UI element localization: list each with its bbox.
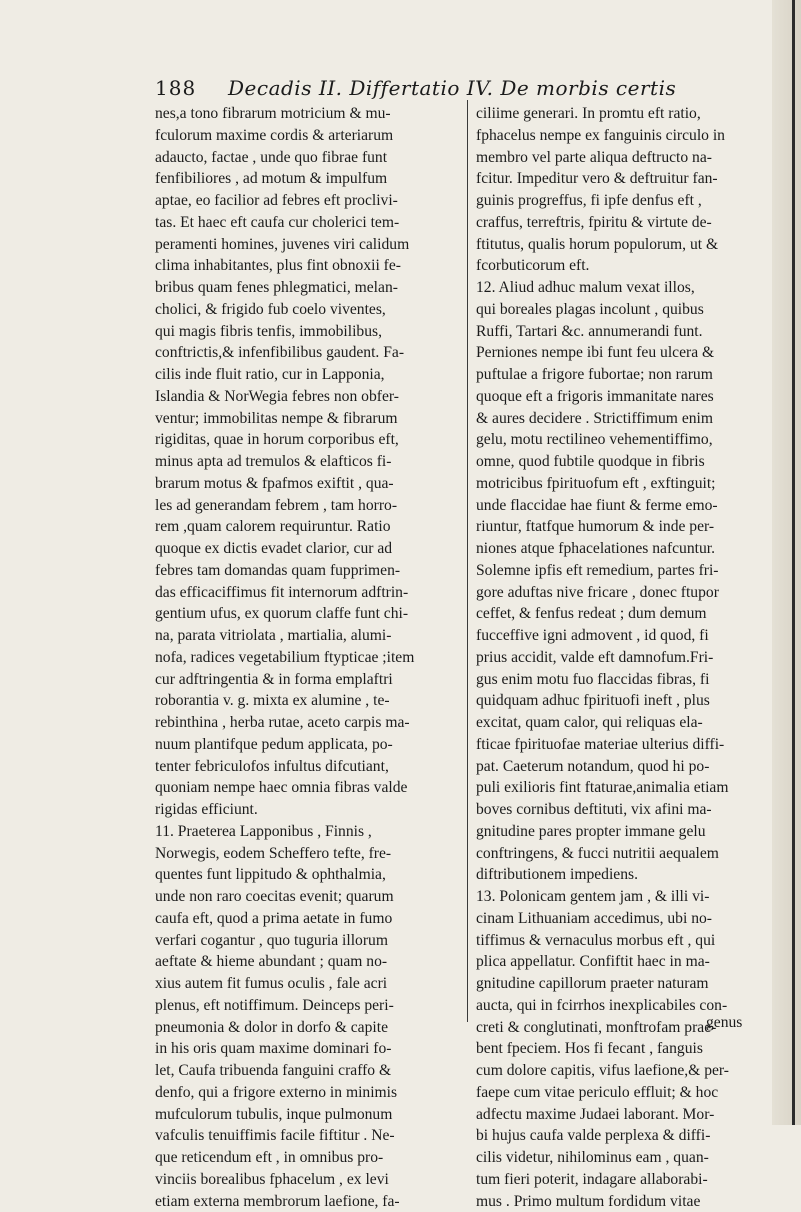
right-column-line: prius accidit, valde eft damnofum.Fri- bbox=[476, 647, 772, 669]
right-column-line: gnitudine pares propter immane gelu bbox=[476, 821, 772, 843]
left-column-line: 11. Praeterea Lapponibus , Finnis , bbox=[155, 821, 461, 843]
left-column-line: in his oris quam maxime dominari fo- bbox=[155, 1038, 461, 1060]
left-column-line: denfo, qui a frigore externo in minimis bbox=[155, 1082, 461, 1104]
left-column-line: rigiditas, quae in horum corporibus eft, bbox=[155, 429, 461, 451]
right-column-line: motricibus fpirituofum eft , exftinguit; bbox=[476, 473, 772, 495]
left-column-line: tenter febriculofos infultus difcutiant, bbox=[155, 756, 461, 778]
right-column-line: ftitutus, qualis horum populorum, ut & bbox=[476, 234, 772, 256]
right-column-line: gore aduftas nive fricare , donec ftupor bbox=[476, 582, 772, 604]
right-column-line: conftringens, & fucci nutritii aequalem bbox=[476, 843, 772, 865]
left-column-line: vinciis borealibus fphacelum , ex levi bbox=[155, 1169, 461, 1191]
right-column-line: omne, quod fubtile quodque in fibris bbox=[476, 451, 772, 473]
left-column-line: quoque ex dictis evadet clarior, cur ad bbox=[155, 538, 461, 560]
left-column-line: mufculorum tubulis, inque pulmonum bbox=[155, 1104, 461, 1126]
right-column-line: quidquam adhuc fpirituofi ineft , plus bbox=[476, 690, 772, 712]
right-column-line: mus . Primo multum fordidum vitae bbox=[476, 1191, 772, 1212]
right-column-line: bi hujus caufa valde perplexa & diffi- bbox=[476, 1125, 772, 1147]
right-column-line: ceffet, & fenfus redeat ; dum demum bbox=[476, 603, 772, 625]
left-column-line: nuum plantifque pedum applicata, po- bbox=[155, 734, 461, 756]
right-column-line: bent fpeciem. Hos fi fecant , fanguis bbox=[476, 1038, 772, 1060]
binding-edge-line bbox=[792, 0, 795, 1125]
left-column-line: minus apta ad tremulos & elafticos fi- bbox=[155, 451, 461, 473]
right-column-line: cum dolore capitis, vifus laefione,& per- bbox=[476, 1060, 772, 1082]
left-column-line: cilis inde fluit ratio, cur in Lapponia, bbox=[155, 364, 461, 386]
left-column-line: Norwegis, eodem Scheffero tefte, fre- bbox=[155, 843, 461, 865]
facing-page-edge bbox=[772, 0, 801, 1125]
catchword: genus bbox=[706, 1014, 742, 1032]
right-column-line: cinam Lithuaniam accedimus, ubi no- bbox=[476, 908, 772, 930]
left-column-line: nofa, radices vegetabilium ftypticae ;item bbox=[155, 647, 461, 669]
left-column-line: peramenti homines, juvenes viri calidum bbox=[155, 234, 461, 256]
left-column-line: Islandia & NorWegia febres non obfer- bbox=[155, 386, 461, 408]
left-column-line: etiam externa membrorum laefione, fa- bbox=[155, 1191, 461, 1212]
left-column-line: nes,a tono fibrarum motricium & mu- bbox=[155, 103, 461, 125]
right-column-line: gelu, motu rectilineo vehementiffimo, bbox=[476, 429, 772, 451]
right-column-line: adfectu maxime Judaei laborant. Mor- bbox=[476, 1104, 772, 1126]
right-column-line: faepe cum vitae periculo effluit; & hoc bbox=[476, 1082, 772, 1104]
right-column-line: fcorbuticorum eft. bbox=[476, 255, 772, 277]
right-column-line: fphacelus nempe ex fanguinis circulo in bbox=[476, 125, 772, 147]
left-column-line: fenfibiliores , ad motum & impulfum bbox=[155, 168, 461, 190]
left-text-column bbox=[155, 103, 461, 1212]
right-column-line: Perniones nempe ibi funt feu ulcera & bbox=[476, 342, 772, 364]
left-column-line: les ad generandam febrem , tam horro- bbox=[155, 495, 461, 517]
left-column-line: xius autem fit fumus oculis , fale acri bbox=[155, 973, 461, 995]
left-column-line: cholici, & frigido fub coelo viventes, bbox=[155, 299, 461, 321]
left-column-line: adaucto, factae , unde quo fibrae funt bbox=[155, 147, 461, 169]
left-column-line: plenus, eft notiffimum. Deinceps peri- bbox=[155, 995, 461, 1017]
right-column-line: unde flaccidae hae fiunt & ferme emo- bbox=[476, 495, 772, 517]
left-column-line: pneumonia & dolor in dorfo & capite bbox=[155, 1017, 461, 1039]
left-column-line: let, Caufa tribuenda fanguini craffo & bbox=[155, 1060, 461, 1082]
right-column-line: fucceffive igni admovent , id quod, fi bbox=[476, 625, 772, 647]
right-column-line: 13. Polonicam gentem jam , & illi vi- bbox=[476, 886, 772, 908]
left-column-line: febres tam domandas quam fupprimen- bbox=[155, 560, 461, 582]
running-title: Decadis II. Differtatio IV. De morbis certis bbox=[228, 76, 676, 100]
column-divider bbox=[467, 100, 468, 1022]
left-column-line: aeftate & hieme abundant ; quam no- bbox=[155, 951, 461, 973]
left-column-line: caufa eft, quod a prima aetate in fumo bbox=[155, 908, 461, 930]
left-column-line: ventur; immobilitas nempe & fibrarum bbox=[155, 408, 461, 430]
right-column-line: qui boreales plagas incolunt , quibus bbox=[476, 299, 772, 321]
left-column-line: bribus quam fenes phlegmatici, melan- bbox=[155, 277, 461, 299]
right-column-line: excitat, quam calor, qui reliquas ela- bbox=[476, 712, 772, 734]
left-column-line: unde non raro coecitas evenit; quarum bbox=[155, 886, 461, 908]
left-column-line: qui magis fibris tenfis, immobilibus, bbox=[155, 321, 461, 343]
right-column-line: quoque eft a frigoris immanitate nares bbox=[476, 386, 772, 408]
right-column-line: gus enim motu fuo flaccidas fibras, fi bbox=[476, 669, 772, 691]
right-column-line: pat. Caeterum notandum, quod hi po- bbox=[476, 756, 772, 778]
right-column-line: craffus, terreftris, fpiritu & virtute de- bbox=[476, 212, 772, 234]
left-column-line: roborantia v. g. mixta ex alumine , te- bbox=[155, 690, 461, 712]
left-column-line: quoniam nempe haec omnia fibras valde bbox=[155, 777, 461, 799]
right-column-line: puftulae a frigore fubortae; non rarum bbox=[476, 364, 772, 386]
right-column-line: tiffimus & vernaculus morbus eft , qui bbox=[476, 930, 772, 952]
right-column-line: guinis progreffus, fi ipfe denfus eft , bbox=[476, 190, 772, 212]
left-column-line: na, parata vitriolata , martialia, alumi- bbox=[155, 625, 461, 647]
right-column-line: & aures decidere . Strictiffimum enim bbox=[476, 408, 772, 430]
left-column-line: vafculis tenuiffimis facile fiftitur . Ne- bbox=[155, 1125, 461, 1147]
right-text-column bbox=[476, 103, 772, 1212]
left-column-line: cur adftringentia & in forma emplaftri bbox=[155, 669, 461, 691]
left-column-line: aptae, eo facilior ad febres eft proclivi- bbox=[155, 190, 461, 212]
right-column-line: tum fieri poterit, indagare allaborabi- bbox=[476, 1169, 772, 1191]
left-column-line: rigidas efficiunt. bbox=[155, 799, 461, 821]
right-column-line: Ruffi, Tartari &c. annumerandi funt. bbox=[476, 321, 772, 343]
right-column-line: niones atque fphacelationes nafcuntur. bbox=[476, 538, 772, 560]
right-column-line: aucta, qui in fcirrhos inexplicabiles con- bbox=[476, 995, 772, 1017]
left-column-line: rem ,quam calorem requiruntur. Ratio bbox=[155, 516, 461, 538]
right-column-line: 12. Aliud adhuc malum vexat illos, bbox=[476, 277, 772, 299]
right-column-line: boves cornibus deftituti, vix afini ma- bbox=[476, 799, 772, 821]
left-column-line: gentium ufus, ex quorum claffe funt chi- bbox=[155, 603, 461, 625]
left-column-line: fculorum maxime cordis & arteriarum bbox=[155, 125, 461, 147]
right-column-line: puli exilioris fint ftaturae,animalia etiam bbox=[476, 777, 772, 799]
right-column-line: cilis videtur, nihilominus eam , quan- bbox=[476, 1147, 772, 1169]
left-column-line: tas. Et haec eft caufa cur cholerici tem- bbox=[155, 212, 461, 234]
right-column-line: ciliime generari. In promtu eft ratio, bbox=[476, 103, 772, 125]
right-column-line: creti & conglutinati, monftrofam prae- bbox=[476, 1017, 772, 1039]
left-column-line: brarum motus & fpafmos exiftit , qua- bbox=[155, 473, 461, 495]
right-column-line: plica appellatur. Confiftit haec in ma- bbox=[476, 951, 772, 973]
left-column-line: clima inhabitantes, plus fint obnoxii fe- bbox=[155, 255, 461, 277]
right-column-line: membro vel parte aliqua deftructo na- bbox=[476, 147, 772, 169]
left-column-line: conftrictis,& infenfibilibus gaudent. Fa- bbox=[155, 342, 461, 364]
right-column-line: fcitur. Impeditur vero & deftruitur fan- bbox=[476, 168, 772, 190]
left-column-line: rebinthina , herba rutae, aceto carpis ma- bbox=[155, 712, 461, 734]
right-column-line: fticae fpirituofae materiae ulterius diffi- bbox=[476, 734, 772, 756]
left-column-line: que reticendum eft , in omnibus pro- bbox=[155, 1147, 461, 1169]
right-column-line: diftributionem impediens. bbox=[476, 864, 772, 886]
page-header bbox=[0, 68, 801, 98]
left-column-line: verfari cogantur , quo tuguria illorum bbox=[155, 930, 461, 952]
page-number: 188 bbox=[155, 76, 196, 100]
right-column-line: gnitudine capillorum praeter naturam bbox=[476, 973, 772, 995]
right-column-line: Solemne ipfis eft remedium, partes fri- bbox=[476, 560, 772, 582]
right-column-line: riuntur, ftatfque humorum & inde per- bbox=[476, 516, 772, 538]
left-column-line: quentes funt lippitudo & ophthalmia, bbox=[155, 864, 461, 886]
left-column-line: das efficaciffimus fit internorum adftrin- bbox=[155, 582, 461, 604]
